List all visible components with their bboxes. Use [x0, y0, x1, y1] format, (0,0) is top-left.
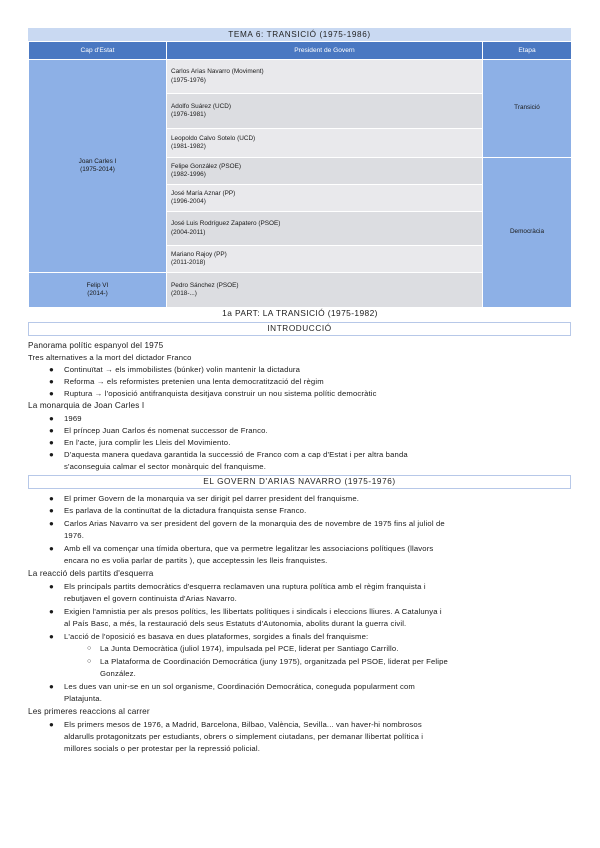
- president-cell: [167, 212, 483, 246]
- president-years: (1996-2004): [171, 198, 206, 205]
- head-of-state-cell: [29, 273, 167, 308]
- alternatives-intro: Tres alternatives a la mort del dictador Franco: [28, 353, 192, 362]
- president-cell: [167, 60, 483, 94]
- bullet-icon: ●: [49, 450, 54, 459]
- sub-bullet-icon: ○: [87, 658, 92, 665]
- president-name: Carlos Arias Navarro (Moviment): [171, 68, 264, 75]
- head-of-state-name: Felip VI: [86, 281, 109, 289]
- bullet-icon: ●: [49, 582, 54, 591]
- reaction-subitem: La Plataforma de Coordinación Democrática (juny 1975), organitzada pel PSOE, liderat per Felipe: [100, 657, 448, 666]
- reaction-subitem-cont: González.: [100, 669, 136, 678]
- bullet-icon: ●: [49, 377, 54, 386]
- intro-subheading: Panorama polític espanyol del 1975: [28, 341, 164, 350]
- president-years: (1981-1982): [171, 143, 206, 150]
- part-title: 1a PART: LA TRANSICIÓ (1975-1982): [222, 308, 378, 318]
- president-cell: [167, 129, 483, 158]
- monarchy-heading: La monarquia de Joan Carles I: [28, 401, 145, 410]
- bullet-icon: ●: [49, 607, 54, 616]
- reaction-item-cont: rebutjaven el govern continuista d'Arias Navarro.: [64, 594, 237, 603]
- president-name: Adolfo Suárez (UCD): [171, 102, 232, 110]
- sub-bullet-icon: ○: [87, 645, 92, 652]
- bullet-icon: ●: [49, 365, 54, 374]
- header-stage: Etapa: [483, 42, 572, 60]
- arias-item: El primer Govern de la monarquia va ser dirigit pel darrer president del franquisme.: [64, 494, 360, 503]
- head-of-state-cell: [29, 60, 167, 273]
- president-name: José María Aznar (PP): [171, 189, 236, 197]
- bullet-icon: ●: [49, 632, 54, 641]
- president-cell: [167, 158, 483, 185]
- reaction-item: L'acció de l'oposició es basava en dues plataformes, sorgides a finals del franquisme:: [64, 632, 369, 641]
- bullet-icon: ●: [49, 519, 54, 528]
- president-years: (2011-2018): [171, 259, 206, 266]
- president-years: (2004-2011): [171, 228, 206, 236]
- monarchy-item: D'aquesta manera quedava garantida la successió de Franco com a cap d'Estat i per altra banda: [64, 450, 408, 459]
- bullet-icon: ●: [49, 506, 54, 515]
- bullet-icon: ●: [49, 414, 54, 423]
- president-cell: [167, 185, 483, 212]
- reaction-item-cont: Platajunta.: [64, 694, 102, 703]
- president-name: Leopoldo Calvo Sotelo (UCD): [171, 134, 256, 142]
- bullet-icon: ●: [49, 426, 54, 435]
- arias-heading: EL GOVERN D'ARIAS NAVARRO (1975-1976): [28, 475, 571, 489]
- government-table: [28, 41, 572, 308]
- intro-heading: INTRODUCCIÓ: [28, 322, 571, 336]
- reaction-item-cont: al País Basc, a més, la restauració dels seus Estatuts d'Autonomia, abolits durant la guerra civil.: [64, 619, 407, 628]
- president-cell: [167, 94, 483, 129]
- bullet-icon: ●: [49, 389, 54, 398]
- arias-item-cont: 1976.: [64, 531, 84, 540]
- stage-cell: [483, 60, 572, 158]
- alternative-item: Continuïtat → els immobilistes (búnker) volin mantenir la dictadura: [64, 365, 301, 374]
- stage-label: Democràcia: [509, 228, 545, 236]
- bullet-icon: ●: [49, 682, 54, 691]
- president-name: José Luis Rodríguez Zapatero (PSOE): [171, 220, 281, 227]
- reaction-subitem: La Junta Democràtica (juliol 1974), impulsada pel PCE, liderat per Santiago Carrillo.: [100, 644, 399, 653]
- president-years: (1982-1996): [171, 171, 206, 178]
- reaction-item: Els principals partits democràtics d'esquerra reclamaven una ruptura política amb el règim franquista i: [64, 582, 426, 591]
- stage-label: Transició: [514, 104, 540, 112]
- arias-item: Es parlava de la continuïtat de la dictadura franquista sense Franco.: [64, 506, 307, 515]
- reaction-item: Les dues van unir-se en un sol organisme, Coordinación Democrática, coneguda popularment com: [64, 682, 415, 691]
- alternative-item: Reforma → els reformistes pretenien una lenta democratització del règim: [64, 377, 324, 386]
- head-of-state-years: (1975-2014): [80, 166, 115, 173]
- bullet-icon: ●: [49, 544, 54, 553]
- street-item: Els primers mesos de 1976, a Madrid, Barcelona, Bilbao, València, Sevilla... van haver-hi nombrosos: [64, 720, 422, 729]
- header-president: President de Govern: [167, 42, 483, 60]
- stage-cell: [483, 158, 572, 308]
- president-years: (2018-...): [171, 290, 197, 297]
- reaction-heading: La reacció dels partits d'esquerra: [28, 569, 154, 578]
- president-years: (1975-1976): [171, 76, 206, 84]
- bullet-icon: ●: [49, 720, 54, 729]
- street-item-cont: aldarulls protagonitzats per estudiants, obrers o simplement ciutadans, per demanar llibertat política i: [64, 732, 424, 741]
- header-head-of-state: Cap d'Estat: [29, 42, 167, 60]
- street-heading: Les primeres reaccions al carrer: [28, 707, 150, 716]
- street-item-cont: millores socials o per protestar per la repressió policial.: [64, 744, 260, 753]
- monarchy-item: El príncep Juan Carlos és nomenat successor de Franco.: [64, 426, 268, 435]
- arias-item: Carlos Arias Navarro va ser president del govern de la monarquia des de novembre de 1975 fins al juliol de: [64, 519, 445, 528]
- president-name: Mariano Rajoy (PP): [171, 250, 227, 258]
- bullet-icon: ●: [49, 438, 54, 447]
- president-cell: [167, 273, 483, 308]
- head-of-state-years: (2014-): [87, 290, 108, 297]
- president-cell: [167, 246, 483, 273]
- monarchy-item: En l'acte, jura complir les Lleis del Movimiento.: [64, 438, 231, 447]
- arias-item-cont: encara no es volia parlar de partits ), que acceptessin les lleis franquistes.: [64, 556, 328, 565]
- arias-item: Amb ell va començar una tímida obertura, que va permetre legalitzar les associacions polítiques (llavors: [64, 544, 434, 553]
- president-years: (1976-1981): [171, 111, 206, 118]
- monarchy-item-cont: s'aconseguia calmar el sector monàrquic del franquisme.: [64, 462, 266, 471]
- president-name: Pedro Sánchez (PSOE): [171, 281, 239, 289]
- president-name: Felipe González (PSOE): [171, 162, 241, 170]
- reaction-item: Exigien l'amnistia per als presos polítics, les llibertats polítiques i sindicals i eleccions lliures. A Catalunya i: [64, 607, 442, 616]
- document-title: TEMA 6: TRANSICIÓ (1975-1986): [28, 28, 571, 41]
- head-of-state-name: Joan Carles I: [78, 157, 117, 165]
- bullet-icon: ●: [49, 494, 54, 503]
- monarchy-item: 1969: [64, 414, 82, 423]
- alternative-item: Ruptura → l'oposició antifranquista desitjava construir un nou sistema polític democràtic: [64, 389, 377, 398]
